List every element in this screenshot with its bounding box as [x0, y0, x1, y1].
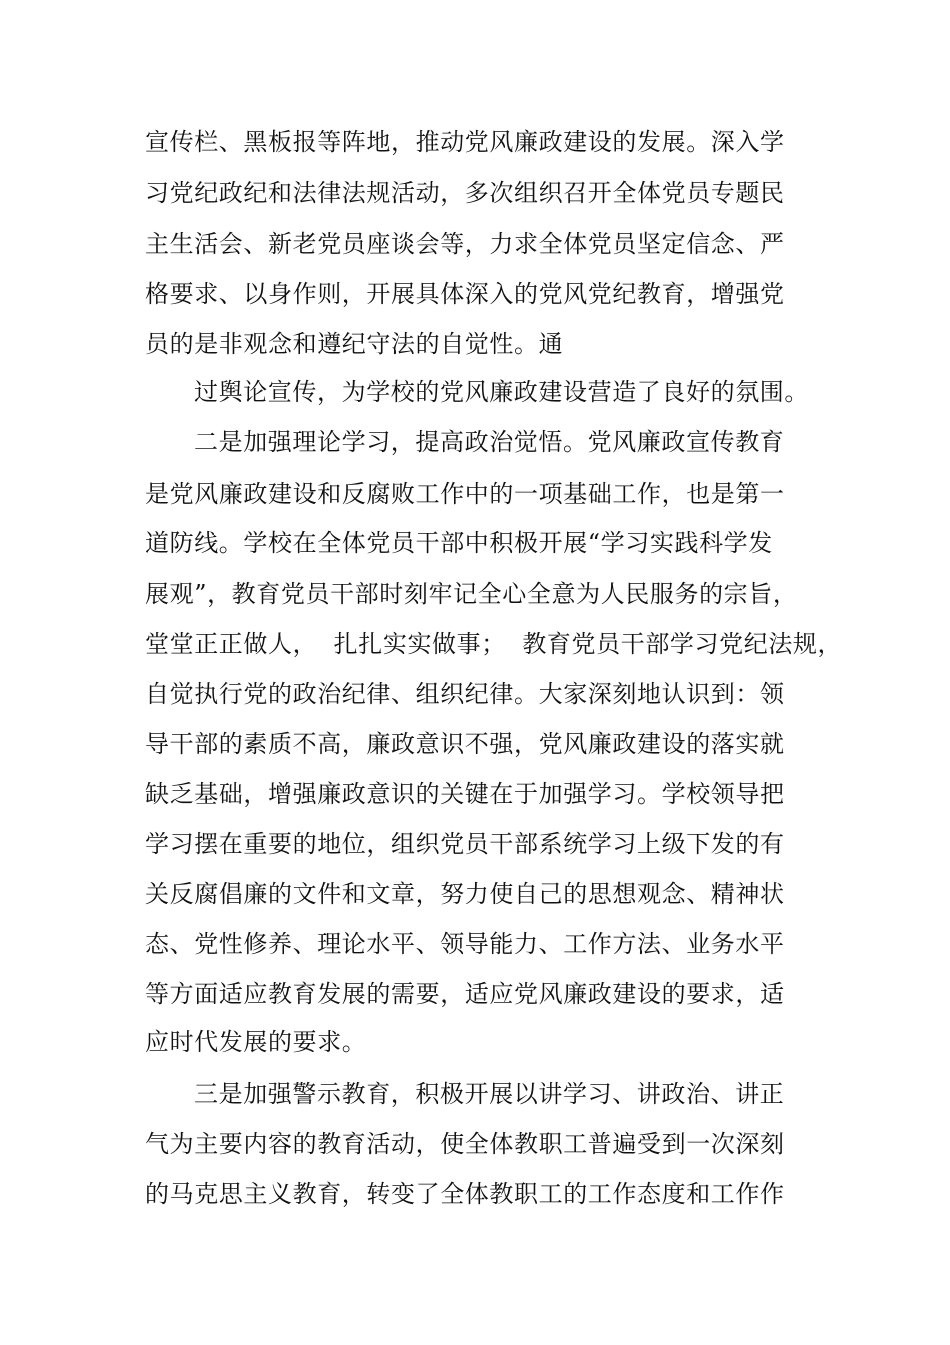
text-line: 堂堂正正做人， 扎扎实实做事； 教育党员干部学习党纪法规，	[145, 630, 843, 658]
text-line: 应时代发展的要求。	[145, 1028, 367, 1056]
text-line: 宣传栏、黑板报等阵地，推动党风廉政建设的发展。深入学	[145, 128, 785, 156]
text-line: 员的是非观念和遵纪守法的自觉性。通	[145, 330, 564, 358]
text-line: 导干部的素质不高，廉政意识不强，党风廉政建设的落实就	[145, 730, 785, 758]
text-line: 习党纪政纪和法律法规活动，多次组织召开全体党员专题民	[145, 179, 785, 207]
text-line: 自觉执行党的政治纪律、组织纪律。大家深刻地认识到：领	[145, 680, 785, 708]
text-line: 关反腐倡廉的文件和文章，努力使自己的思想观念、精神状	[145, 880, 785, 908]
text-line: 是党风廉政建设和反腐败工作中的一项基础工作，也是第一	[145, 480, 785, 508]
text-line: 态、党性修养、理论水平、领导能力、工作方法、业务水平	[145, 930, 785, 958]
text-line: 主生活会、新老党员座谈会等，力求全体党员坚定信念、严	[145, 230, 785, 258]
text-line: 过舆论宣传，为学校的党风廉政建设营造了良好的氛围。	[194, 378, 809, 406]
text-line: 道防线。学校在全体党员干部中积极开展“学习实践科学发	[145, 529, 773, 557]
text-line: 缺乏基础，增强廉政意识的关键在于加强学习。学校领导把	[145, 780, 785, 808]
text-line: 学习摆在重要的地位，组织党员干部系统学习上级下发的有	[145, 830, 785, 858]
text-line: 等方面适应教育发展的需要，适应党风廉政建设的要求，适	[145, 980, 785, 1008]
text-line: 气为主要内容的教育活动，使全体教职工普遍受到一次深刻	[145, 1130, 785, 1158]
text-line: 格要求、以身作则，开展具体深入的党风党纪教育，增强党	[145, 280, 785, 308]
paragraph-start-line: 二是加强理论学习，提高政治觉悟。党风廉政宣传教育	[194, 428, 785, 456]
text-line: 展观”，教育党员干部时刻牢记全心全意为人民服务的宗旨，	[145, 580, 798, 608]
text-line: 的马克思主义教育，转变了全体教职工的工作态度和工作作	[145, 1180, 785, 1208]
paragraph-start-line: 三是加强警示教育，积极开展以讲学习、讲政治、讲正	[194, 1080, 785, 1108]
